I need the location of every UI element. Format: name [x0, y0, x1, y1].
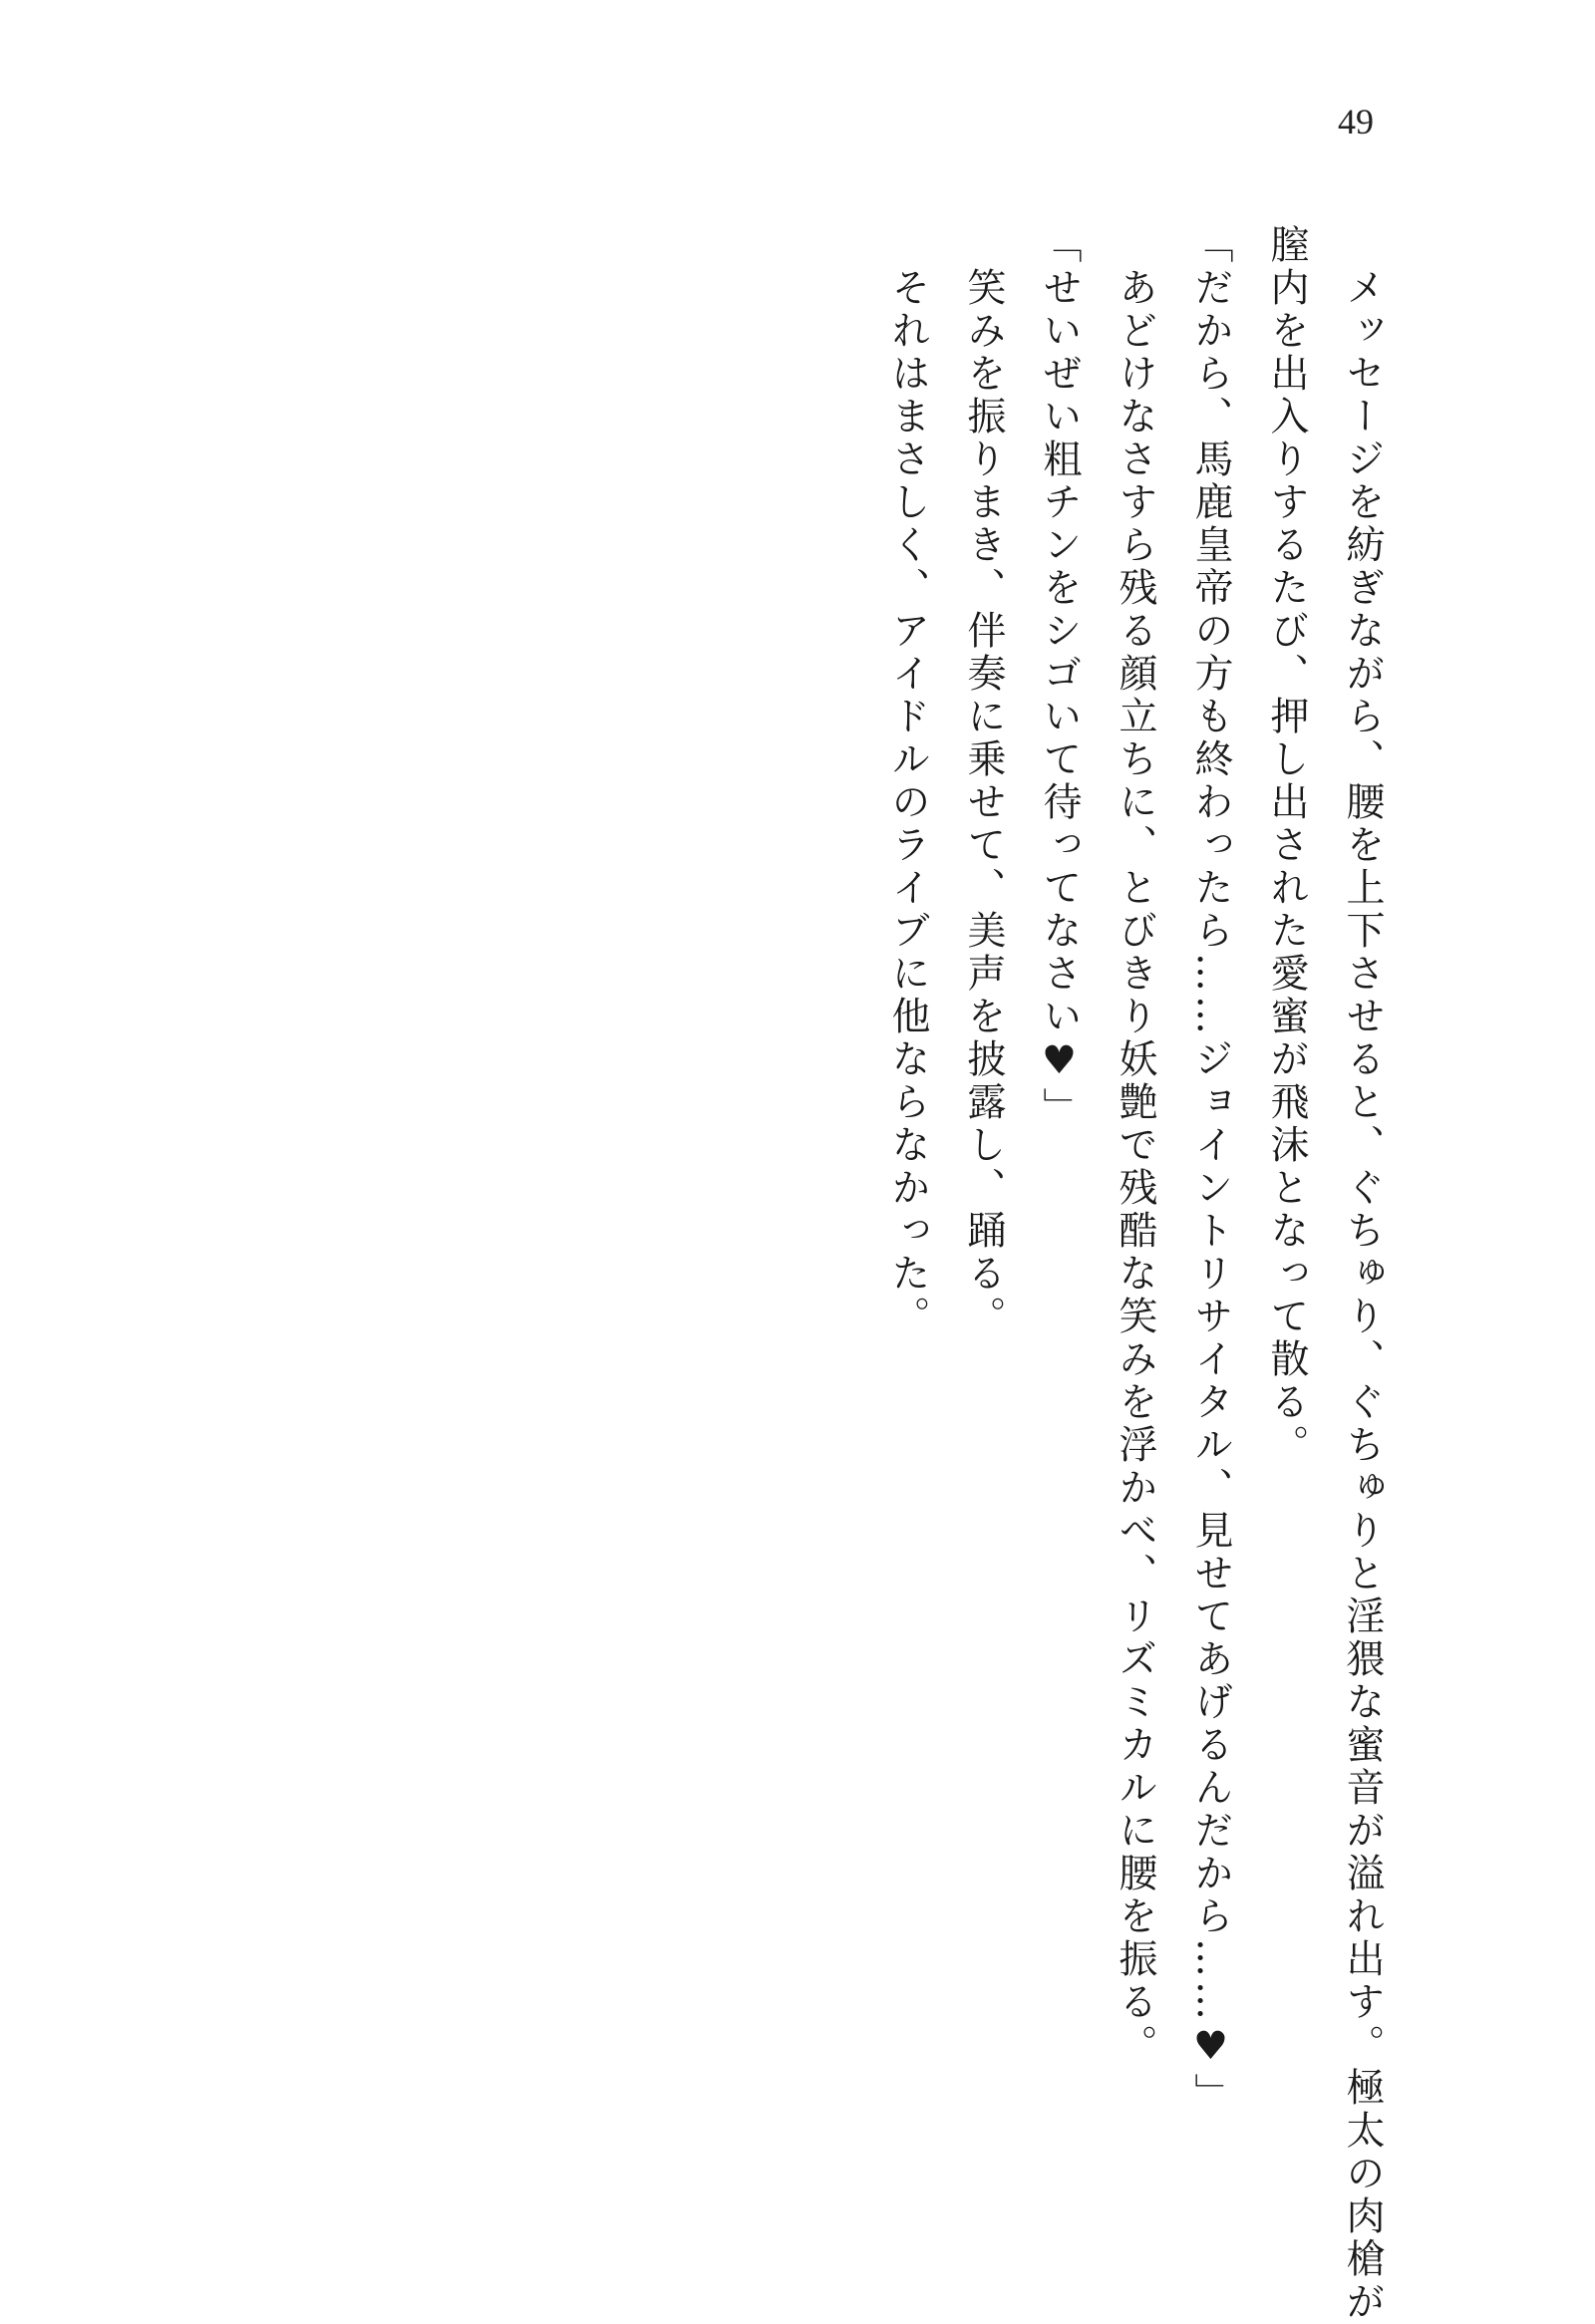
text-line: メッセージを紡ぎながら、腰を上下させると、ぐちゅり、ぐちゅりと淫猥な蜜音が溢れ出す。極太の肉槍が — [1340, 224, 1385, 2324]
text-line: 膣内を出入りするたび、押し出された愛蜜が飛沫となって散る。 — [1264, 224, 1309, 1467]
text-line: 「だから、馬鹿皇帝の方も終わったら……ジョイントリサイタル、見せてあげるんだから……♥」 — [1188, 224, 1233, 2116]
body-text — [869, 224, 1400, 2324]
text-line: 笑みを振りまき、伴奏に乗せて、美声を披露し、踊る。 — [961, 224, 1006, 1338]
text-line: それはまさしく、アイドルのライブに他ならなかった。 — [885, 224, 930, 1338]
page-number: 49 — [1338, 102, 1374, 142]
text-line: あどけなさすら残る顔立ちに、とびきり妖艶で残酷な笑みを浮かべ、リズミカルに腰を振る。 — [1113, 224, 1157, 2067]
text-line: 「せいぜい粗チンをシゴいて待ってなさい♥」 — [1037, 224, 1082, 1130]
